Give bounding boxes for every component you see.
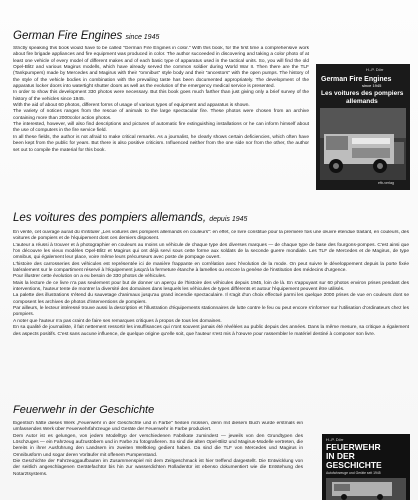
section-title-voitures-pompiers [13, 212, 247, 224]
book-title-line-2: IN DER [326, 451, 355, 461]
section-title-feuerwehr [13, 404, 154, 416]
book-author: H.-P. Dörr [326, 437, 344, 442]
paragraph: The interested, however, will also find descriptions and pictures of automatic fire extinguishing installations or he can inform himself about the use of computers in the fire service field. [13, 122, 309, 134]
paragraph: Mais la lecture de ce livre n'a pas seulement pour but de donner un aperçu de l'histoire des véhicules depuis 1945, loin de là. En s'appuyant sur 60 photos environ prises pendant des interventions, l'auteur tente de montrer la diversité des domaines dans lesquels les véhicules de types différents et autour l'équipement peuvent être utilisés. [13, 280, 409, 293]
paragraph: Par ailleurs, le lecteur intéressé trouve aussi la description et l'illustration d'équipements stationnaires de lutte contre le feu ou peut encore s'informer sur l'utilisation d'ordinateurs chez les pompiers. [13, 306, 409, 318]
section-title-text: Les voitures des pompiers allemands, [13, 212, 207, 224]
german-description [13, 421, 303, 500]
english-description [13, 46, 309, 200]
paragraph: Pour illustrer cette évolution on a eu besoin de 330 photos de véhicules. [13, 274, 167, 280]
paragraph: Strictly speaking this book would have to be called "German Fire Engines in color." With this book, for the first time a comprehensive work about fire brigade appliances and fire equipment was produced in color. The author succeeded in discovering and taking a color photo of at least one vehicle of every model of different makes and of each basic type of apparatus used in the tactical units. So, you will find the old Opel-Blitz and various Magirus modells, which have already served the common soldier during World War II. Then there are the TLF (Tankpumpers) made by Mercedes and Magirus with their "omnibus" style body and their "ancestors" with the open pumps. The history of the style of the vehicle bodies in combination with the prevailing taste has been documented appropriately. The development of the apparatus locker doors into watertight shutter doors as well as the evolution of the emergency medical service is presented. [13, 46, 309, 90]
book-subtitle: Autofahrzeuge und Geräte seit 1945 [326, 471, 381, 475]
book-cover-photo-vehicle [326, 478, 406, 500]
book-title-line-2: since 1945 [362, 83, 382, 88]
paragraph: En vérité, cet ouvrage aurait dû s'intituler „Les voitures des pompiers allemands en couleurs": en effet, ce livre constitue pour la première fois une œuvre étendue traitant, en couleurs, des voitures de pompiers et de l'équipement dont ces derniers disposent. [13, 230, 409, 242]
section-title-german-fire-engines [13, 30, 159, 42]
paragraph: Eigentlich hätte dieses Werk „Feuerwehr in der Geschichte und in Farbe" heißen müssen, denn mit diesem Buch wurde erstmals ein umfassendes Werk über Feuerwehrfahrzeuge und Geräte der Feuerwehr in Farbe produziert. [13, 421, 303, 433]
paragraph: La palette des illustrations s'étend du sauvetage d'animaux jusqu'au grand incendie spectaculaire. Il s'agit d'un choix effectué parmi les quelque 2000 prises de vue en couleurs dont se composent les archives de photos d'interventions de pompiers. [13, 293, 409, 305]
section-title-text: German Fire Engines [13, 30, 123, 42]
paragraph: In order to show this development 330 photos were necessary. But this book goes much farther than just giving only a brief survey of the history of the vehicles since 1945. [13, 90, 309, 102]
section-title-since: depuis 1945 [209, 216, 248, 223]
french-description [13, 230, 409, 394]
paragraph: L'histoire des carrosseries des véhicules est représentée ici de manière frappante en corrélation avec l'évolution de la mode. On peut suivre le développement depuis la porte fixée latéralement sur le compartiment réservé à l'équipement jusqu'à la fermeture étanche à lamelles ou encore la genèse de l'institution des médecins d'urgence. [13, 261, 409, 274]
paragraph: The variety of notices ranges from the rescue of animals to the large spectacular fire. These photos were chosen from an archive containing more than 2000color action photos. [13, 109, 309, 121]
book-cover-photo-fire-engine [320, 108, 406, 180]
paragraph: Dem Autor ist es gelungen, von jedem Modelltyp der verschiedenen Fabrikate zumindest — jeweils von den Grundtypen des Löschzuges — ein Fahrzeug aufzustöbern und in Farbe zu fotografieren. So sind die alten Opel-Blitz und Magirus-Modelle vertreten, die bereits in ihrer Ausführung den Landsern im zweiten Weltkrieg gedient haben. Da sind die TLF von Mercedes und Magirus in Omnibusform und sogar deren Vorläufer mit offenem Pumpenstand. [13, 433, 303, 458]
book-title-line-1: German Fire Engines [321, 76, 392, 83]
paragraph: En sa qualité de journaliste, il fait nettement ressortir les insuffisances qui n'ont souvent jamais été révélées au public depuis des années. Dans la même mesure, sa critique a également des aspects positifs. C'est sans aucune influence, de quelque origine qu'elle soit, que l'auteur s'est mis à l'œuvre pour rassembler le matériel destiné à composer son livre. [13, 325, 409, 337]
paragraph: Die Geschichte der Fahrzeuggaufbauten im Zusammenspiel mit dem Zeitgeschmack ist hier treffend dargestellt. Die Entwicklung von der seitlich angeschlagenen Gerätefachtür bis hin zur wasserdichten Rolladentür ist ebenso dokumentiert wie die Entstehung des Notarztsystems. [13, 459, 303, 477]
book-title-line-3: GESCHICHTE [326, 460, 382, 470]
section-title-since: since 1945 [125, 34, 160, 41]
book-publisher: efb-verlag [378, 181, 394, 185]
book-cover-feuerwehr-in-der-geschichte [322, 434, 410, 500]
paragraph: A noter que l'auteur n'a pas craint de faire ses remarques critiques à propos de tous les domaines. [13, 318, 222, 324]
paragraph: L'auteur a réussi à trouver et à photographier en couleurs au moins un véhicule de chaque type des diverses marques — de chaque type de base des fourgons-pompes. C'est ainsi que l'on découvre les vieux modèles Opel-Blitz et Magirus qui ont déjà servi sous cette forme aux soldats de la seconde guerre mondiale. Les TLF de Mercedes et de Magirus, de type omnibus, qui également leur place, voire même leurs précurseurs avec poste de pompage ouvert. [13, 242, 409, 261]
section-title-text: Feuerwehr in der Geschichte [13, 404, 155, 416]
paragraph: With the aid of about 60 photos, different forms of usage of various types of equipment and apparatus is shown. [13, 103, 250, 109]
book-cover-german-fire-engines [316, 64, 410, 190]
book-author: H.-P. Dörr [366, 67, 384, 72]
paragraph: In all these fields, the author is not afraid to make critical remarks. As a journalist, he clearly shows certain deficiencies, which often have been kept from the public for years. But there is also positive criticism. Influenced neither from the one side nor from the other, the author set out to compile the material for this book. [13, 134, 309, 153]
book-title-line-4: allemands [346, 98, 378, 105]
book-title-line-1: FEUERWEHR [326, 442, 381, 452]
book-title-line-3: Les voitures des pompiers [321, 90, 404, 97]
